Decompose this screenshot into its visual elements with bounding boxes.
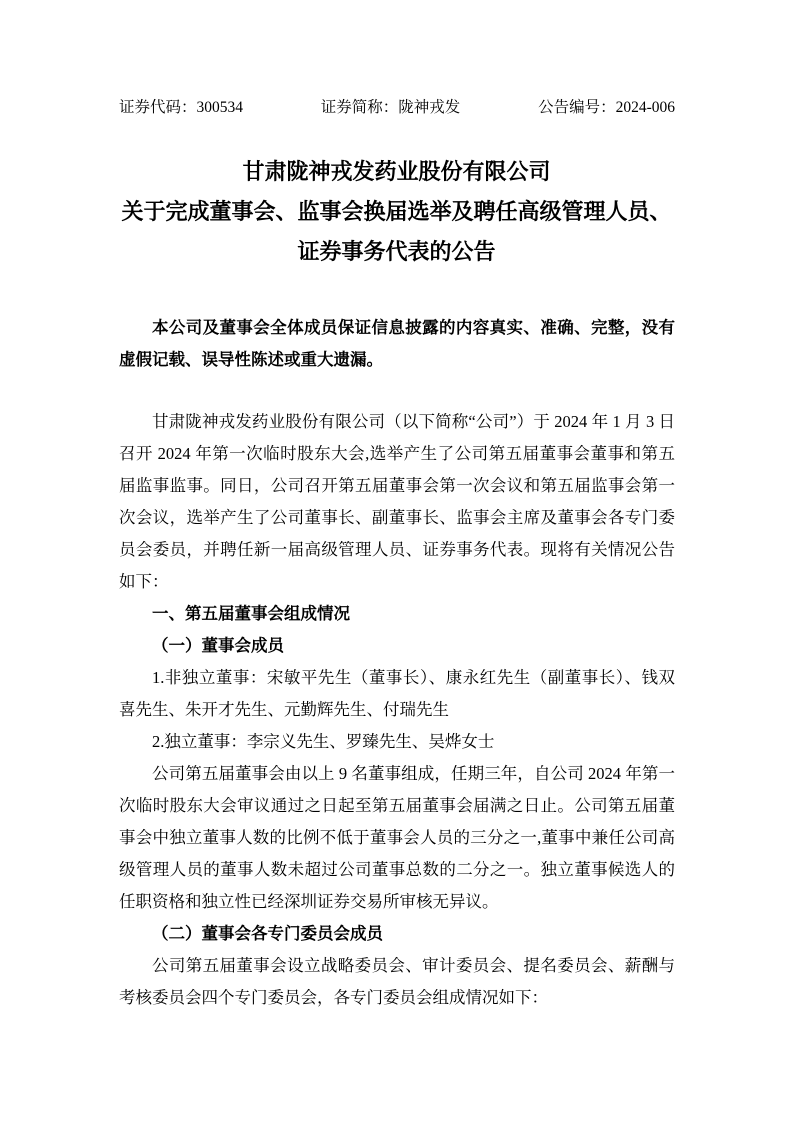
document-title-line-subject: 关于完成董事会、监事会换届选举及聘任高级管理人员、	[121, 199, 672, 224]
stock-code-label: 证券代码：300534	[119, 99, 244, 116]
document-title-line-subject-cont: 证券事务代表的公告	[297, 239, 496, 264]
document-title-line-company: 甘肃陇神戎发药业股份有限公司	[242, 159, 551, 184]
announcement-number-label: 公告编号：2024-006	[538, 99, 675, 116]
document-title	[90, 152, 703, 272]
non-independent-directors-paragraph: 1.非独立董事：宋敏平先生（董事长）、康永红先生（副董事长）、钱双喜先生、朱开才先生、元勤辉先生、付瑞先生	[119, 668, 675, 719]
stock-short-name-label: 证券简称：陇神戎发	[320, 99, 461, 116]
section-heading-board-composition: 一、第五届董事会组成情况	[152, 604, 350, 623]
document-body	[119, 406, 675, 1014]
independent-directors-paragraph: 2.独立董事：李宗义先生、罗臻先生、吴烨女士	[152, 732, 495, 751]
document-header-row	[119, 96, 675, 120]
board-term-paragraph: 公司第五届董事会由以上 9 名董事组成，任期三年，自公司 2024 年第一次临时股东大会审议通过之日起至第五届董事会届满之日止。公司第五届董事会中独立董事人数的比例不低于董事会人员的三分之一,董事中兼任公司高级管理人员的董事人数未超过公司董事总数的二分之一。独立董事候选人的任职资格和独立性已经深圳证券交易所审核无异议。	[119, 764, 675, 911]
committees-intro-paragraph: 公司第五届董事会设立战略委员会、审计委员会、提名委员会、薪酬与考核委员会四个专门委员会，各专门委员会组成情况如下：	[119, 956, 675, 1007]
subsection-heading-board-members: （一）董事会成员	[152, 636, 284, 655]
subsection-heading-special-committees: （二）董事会各专门委员会成员	[152, 924, 383, 943]
intro-paragraph: 甘肃陇神戎发药业股份有限公司（以下简称“公司”）于 2024 年 1 月 3 日召开 2024 年第一次临时股东大会,选举产生了公司第五届董事会董事和第五届监事监事。同日，公司召开第五届董事会第一次会议和第五届监事会第一次会议，选举产生了公司董事长、副董事长、监事会主席及董事会各专门委员会委员，并聘任新一届高级管理人员、证券事务代表。现将有关情况公告如下：	[119, 412, 675, 591]
board-disclaimer-statement: 本公司及董事会全体成员保证信息披露的内容真实、准确、完整，没有虚假记载、误导性陈述或重大遗漏。	[119, 318, 675, 369]
